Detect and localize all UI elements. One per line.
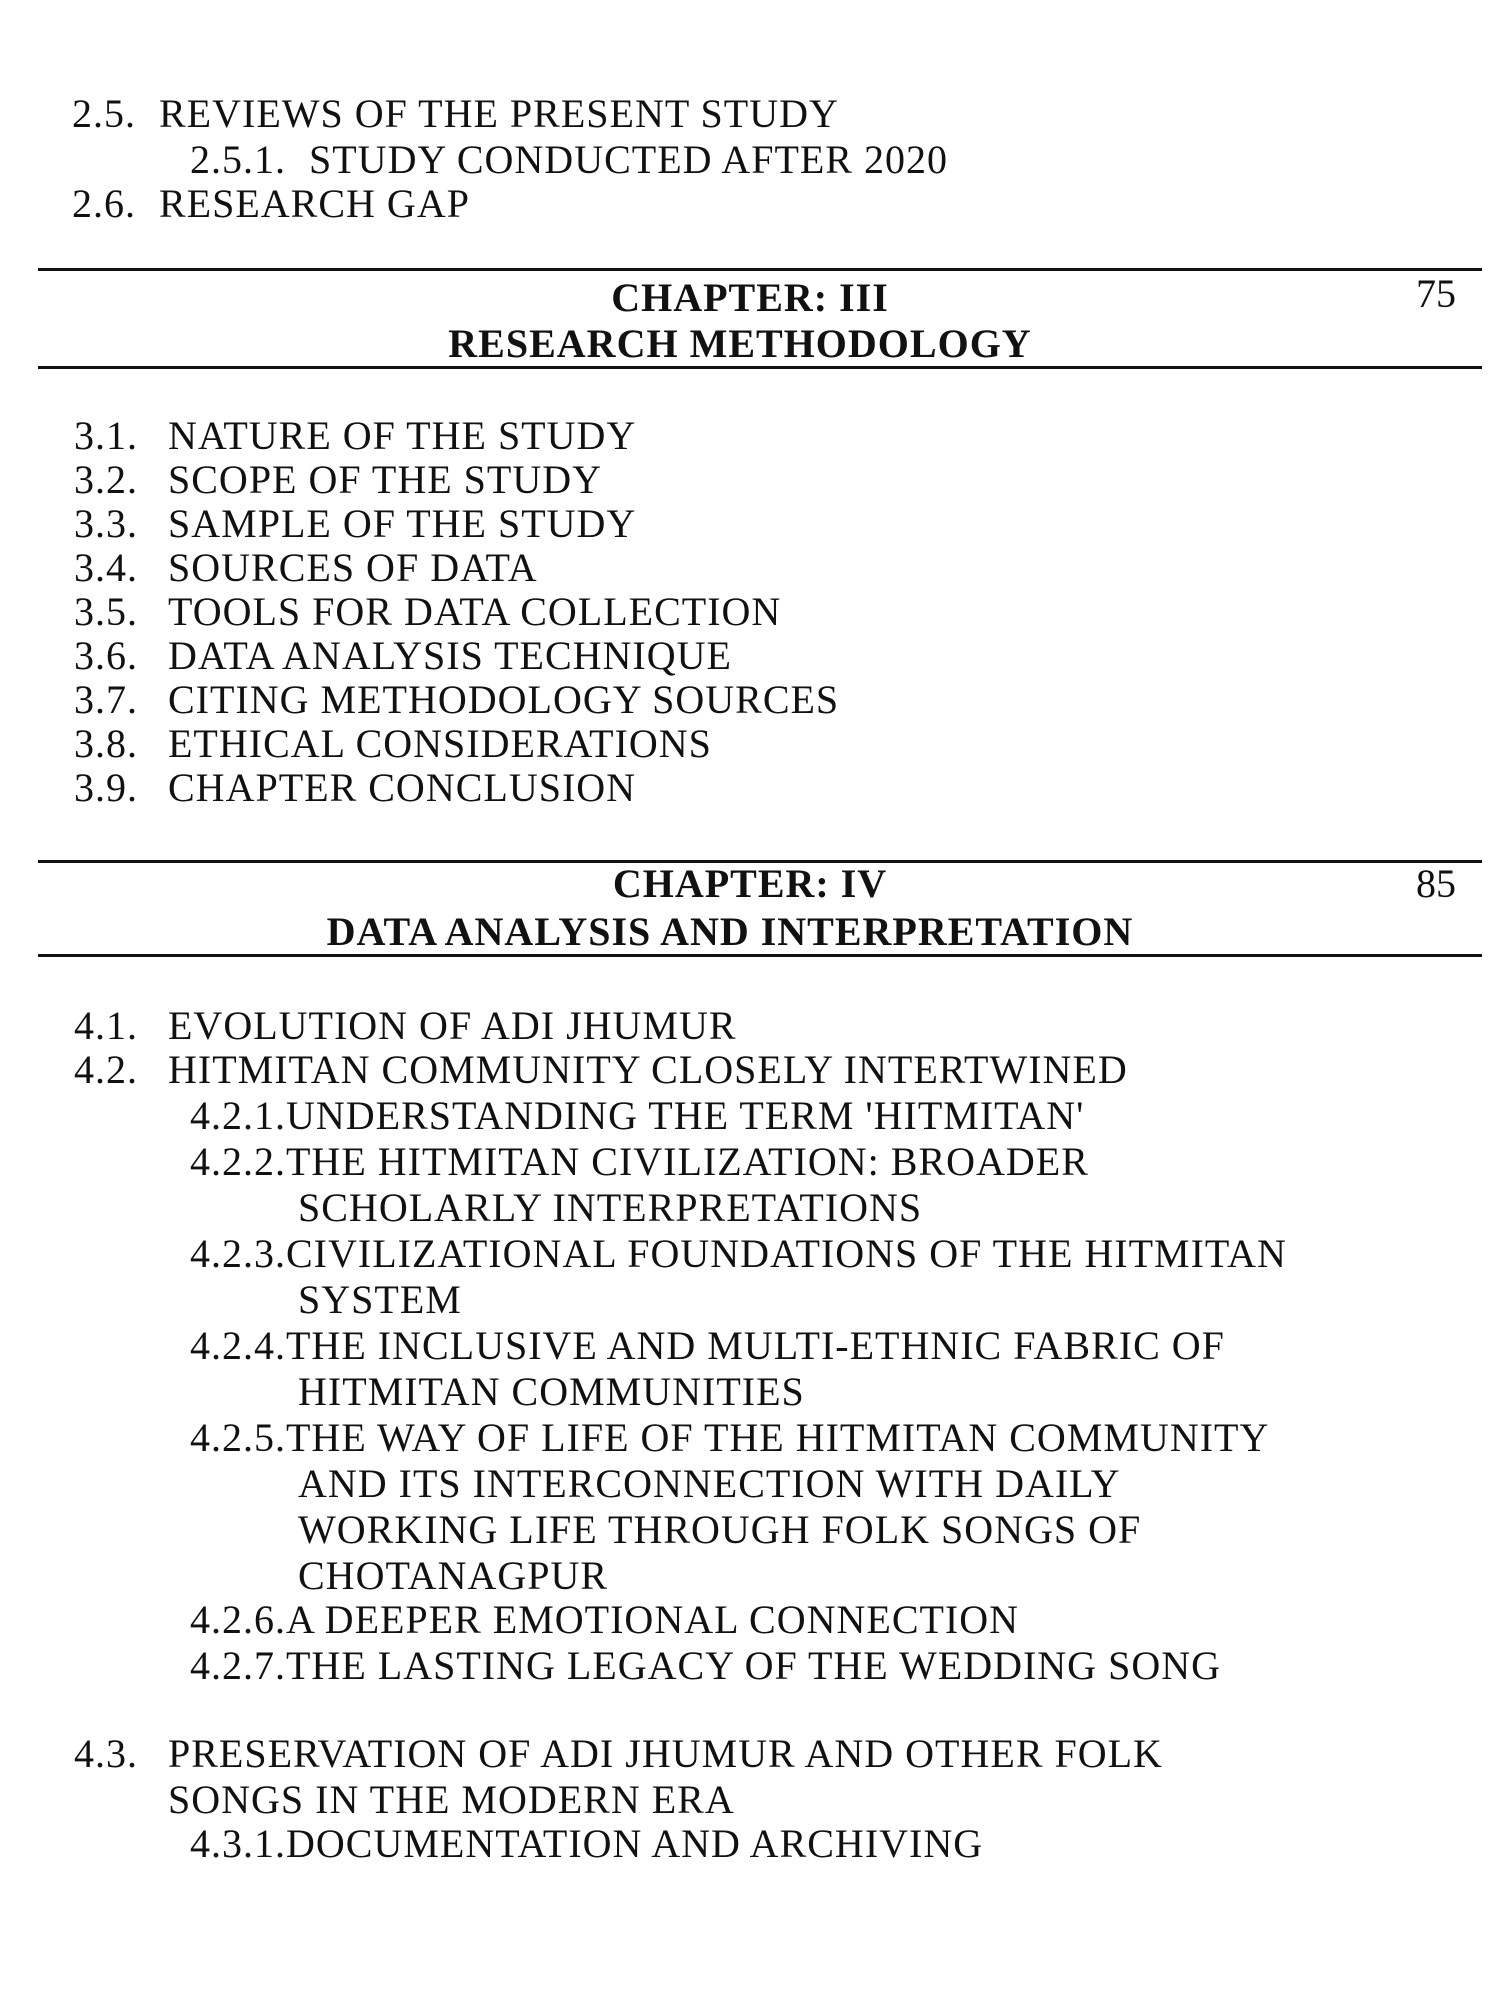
chapter-3-page-number: 75 [1416,271,1456,316]
toc-entry-4-2-7 [190,1644,1221,1688]
entry-text: THE HITMITAN CIVILIZATION: BROADER [286,1139,1089,1184]
entry-text: CITING METHODOLOGY SOURCES [168,677,840,722]
chapter-3-label: CHAPTER: III [611,275,889,320]
entry-text: DATA ANALYSIS TECHNIQUE [168,633,732,678]
entry-number: 4.2.1. [190,1093,286,1138]
entry-number: 4.2.3. [190,1231,286,1276]
entry-number: 3.4. [74,545,138,590]
toc-entry-4-2-5-continuation-1: AND ITS INTERCONNECTION WITH DAILY [298,1461,1121,1506]
toc-entry-3-3 [74,502,636,546]
toc-entry-4-3 [74,1732,1163,1776]
entry-text: EVOLUTION OF ADI JHUMUR [168,1003,737,1048]
entry-number: 4.2.2. [190,1139,286,1184]
toc-entry-3-7 [74,678,839,722]
toc-entry-2-5 [72,92,839,136]
toc-entry-4-2-4 [190,1324,1225,1368]
entry-text: CHAPTER CONCLUSION [168,765,637,810]
toc-entry-3-4 [74,546,538,590]
entry-text: THE INCLUSIVE AND MULTI-ETHNIC FABRIC OF [286,1323,1225,1368]
entry-text: SOURCES OF DATA [168,545,538,590]
entry-number: 3.8. [74,721,138,766]
entry-text: NATURE OF THE STUDY [168,413,637,458]
toc-entry-4-2-2-continuation: SCHOLARLY INTERPRETATIONS [298,1185,923,1230]
toc-entry-4-2-6 [190,1598,1019,1642]
entry-text: DOCUMENTATION AND ARCHIVING [286,1821,984,1866]
toc-entry-4-2-5-continuation-3: CHOTANAGPUR [298,1553,609,1598]
entry-text: THE LASTING LEGACY OF THE WEDDING SONG [286,1643,1221,1688]
chapter-3-title: RESEARCH METHODOLOGY [448,321,1032,366]
toc-entry-2-5-1 [190,138,948,182]
toc-entry-4-2-3 [190,1232,1287,1276]
toc-entry-3-9 [74,766,636,810]
toc-entry-4-2-1 [190,1094,1084,1138]
entry-number: 2.6. [72,181,136,226]
entry-text: ETHICAL CONSIDERATIONS [168,721,712,766]
entry-number: 2.5.1. [190,137,286,182]
entry-text: CIVILIZATIONAL FOUNDATIONS OF THE HITMITAN [286,1231,1287,1276]
toc-entry-3-8 [74,722,712,766]
entry-number: 3.9. [74,765,138,810]
toc-entry-2-6 [72,182,470,226]
entry-text: PRESERVATION OF ADI JHUMUR AND OTHER FOLK [168,1731,1163,1776]
entry-number: 4.2.7. [190,1643,286,1688]
entry-number: 4.2.4. [190,1323,286,1368]
entry-text: SAMPLE OF THE STUDY [168,501,637,546]
entry-text: SCOPE OF THE STUDY [168,457,602,502]
chapter-4-label: CHAPTER: IV [612,861,888,906]
entry-text: UNDERSTANDING THE TERM 'HITMITAN' [286,1093,1085,1138]
entry-text: TOOLS FOR DATA COLLECTION [168,589,782,634]
chapter-3-top-rule [38,268,1482,271]
entry-number: 4.2.5. [190,1415,286,1460]
chapter-4-bottom-rule [38,954,1482,957]
entry-number: 4.2. [74,1047,138,1092]
entry-number: 3.7. [74,677,138,722]
toc-entry-4-3-continuation: SONGS IN THE MODERN ERA [168,1777,735,1822]
toc-entry-3-2 [74,458,602,502]
toc-entry-4-1 [74,1004,737,1048]
entry-number: 3.3. [74,501,138,546]
entry-number: 3.5. [74,589,138,634]
entry-number: 3.1. [74,413,138,458]
toc-entry-4-2-5-continuation-2: WORKING LIFE THROUGH FOLK SONGS OF [298,1507,1142,1552]
entry-text: A DEEPER EMOTIONAL CONNECTION [286,1597,1020,1642]
entry-number: 4.3.1. [190,1821,286,1866]
chapter-4-page-number: 85 [1416,861,1456,906]
entry-text: STUDY CONDUCTED AFTER 2020 [309,137,948,182]
entry-text: RESEARCH GAP [159,181,470,226]
toc-entry-4-3-1 [190,1822,983,1866]
entry-number: 3.2. [74,457,138,502]
entry-number: 4.3. [74,1731,138,1776]
toc-entry-4-2 [74,1048,1128,1092]
toc-entry-4-2-5 [190,1416,1269,1460]
entry-number: 4.1. [74,1003,138,1048]
toc-entry-3-1 [74,414,636,458]
entry-number: 2.5. [72,91,136,136]
chapter-4-title: DATA ANALYSIS AND INTERPRETATION [326,909,1134,954]
entry-text: THE WAY OF LIFE OF THE HITMITAN COMMUNITY [286,1415,1270,1460]
toc-entry-3-6 [74,634,732,678]
chapter-3-bottom-rule [38,366,1482,369]
entry-text: REVIEWS OF THE PRESENT STUDY [159,91,839,136]
toc-entry-4-2-3-continuation: SYSTEM [298,1277,462,1322]
toc-entry-4-2-4-continuation: HITMITAN COMMUNITIES [298,1369,805,1414]
entry-text: HITMITAN COMMUNITY CLOSELY INTERTWINED [168,1047,1128,1092]
entry-number: 3.6. [74,633,138,678]
toc-entry-4-2-2 [190,1140,1089,1184]
entry-number: 4.2.6. [190,1597,286,1642]
toc-entry-3-5 [74,590,781,634]
